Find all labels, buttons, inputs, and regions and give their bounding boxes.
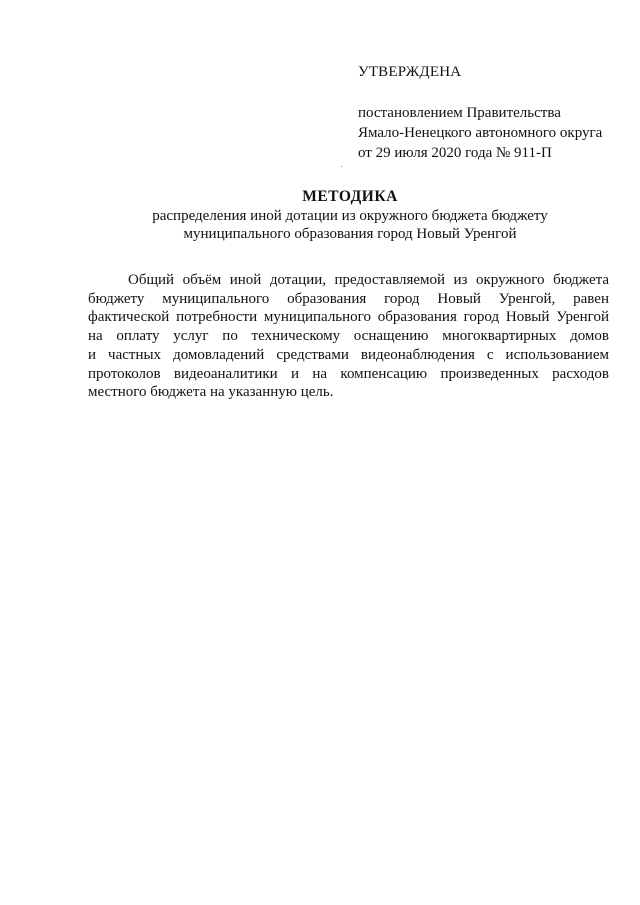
approval-block — [358, 62, 618, 163]
approval-title: УТВЕРЖДЕНА — [358, 64, 462, 80]
paragraph-line: и частных домовладений средствами видеонаблюдения с использованием — [88, 346, 609, 363]
approval-line-region: Ямало-Ненецкого автономного округа — [358, 125, 603, 141]
subtitle-line: муниципального образования город Новый Уренгой — [183, 226, 517, 242]
scan-dot — [341, 166, 342, 167]
document-title: МЕТОДИКА — [302, 188, 398, 205]
approval-line-date: от 29 июля 2020 года № 911-П — [358, 145, 552, 161]
paragraph-line: протоколов видеоаналитики и на компенсацию произведенных расходов — [88, 365, 609, 382]
document-subtitle — [100, 207, 600, 243]
paragraph-line: на оплату услуг по техническому оснащению многоквартирных домов — [88, 328, 609, 345]
document-heading — [100, 187, 600, 243]
paragraph-line: фактической потребности муниципального образования город Новый Уренгой — [88, 309, 609, 326]
paragraph-line: бюджету муниципального образования город Новый Уренгой, равен — [88, 290, 609, 307]
paragraph-line: местного бюджета на указанную цель. — [88, 384, 334, 401]
body-paragraph — [88, 271, 609, 402]
paragraph-line: Общий объём иной дотации, предоставляемой из окружного бюджета — [128, 272, 609, 288]
subtitle-line: распределения иной дотации из окружного бюджета бюджету — [152, 208, 548, 224]
approval-line-decree: постановлением Правительства — [358, 105, 561, 121]
